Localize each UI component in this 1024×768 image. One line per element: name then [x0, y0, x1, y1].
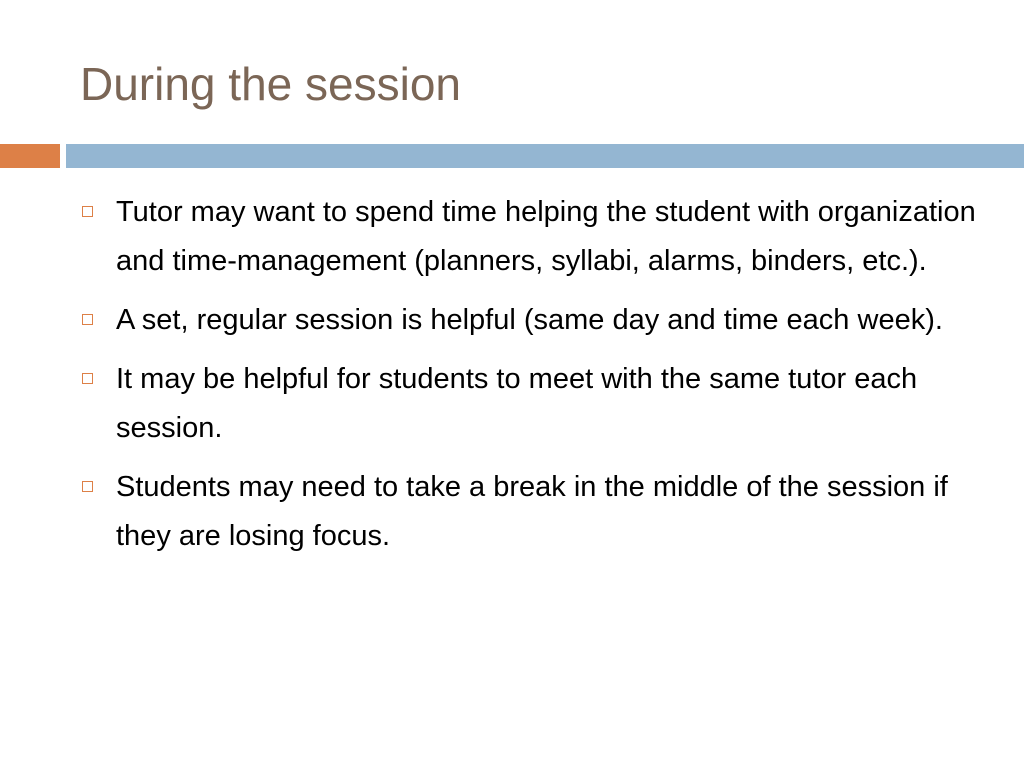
bullet-item: [78, 296, 978, 345]
slide-title: During the session: [80, 58, 461, 110]
bullet-item: [78, 463, 978, 561]
bullet-text: A set, regular session is helpful (same day and time each week).: [116, 304, 943, 336]
bullet-item: [78, 188, 978, 286]
square-bullet-icon: [82, 373, 93, 384]
bullet-text: It may be helpful for students to meet with the same tutor each session.: [116, 363, 918, 444]
bullet-text: Tutor may want to spend time helping the student with organization and time-management (planners, syllabi, alarms, binders, etc.).: [116, 196, 976, 277]
accent-bar-orange: [0, 144, 60, 168]
bullet-list: [78, 188, 978, 571]
bullet-text: Students may need to take a break in the middle of the session if they are losing focus.: [116, 471, 948, 552]
square-bullet-icon: [82, 206, 93, 217]
accent-bar-blue: [66, 144, 1024, 168]
square-bullet-icon: [82, 314, 93, 325]
square-bullet-icon: [82, 481, 93, 492]
bullet-item: [78, 355, 978, 453]
